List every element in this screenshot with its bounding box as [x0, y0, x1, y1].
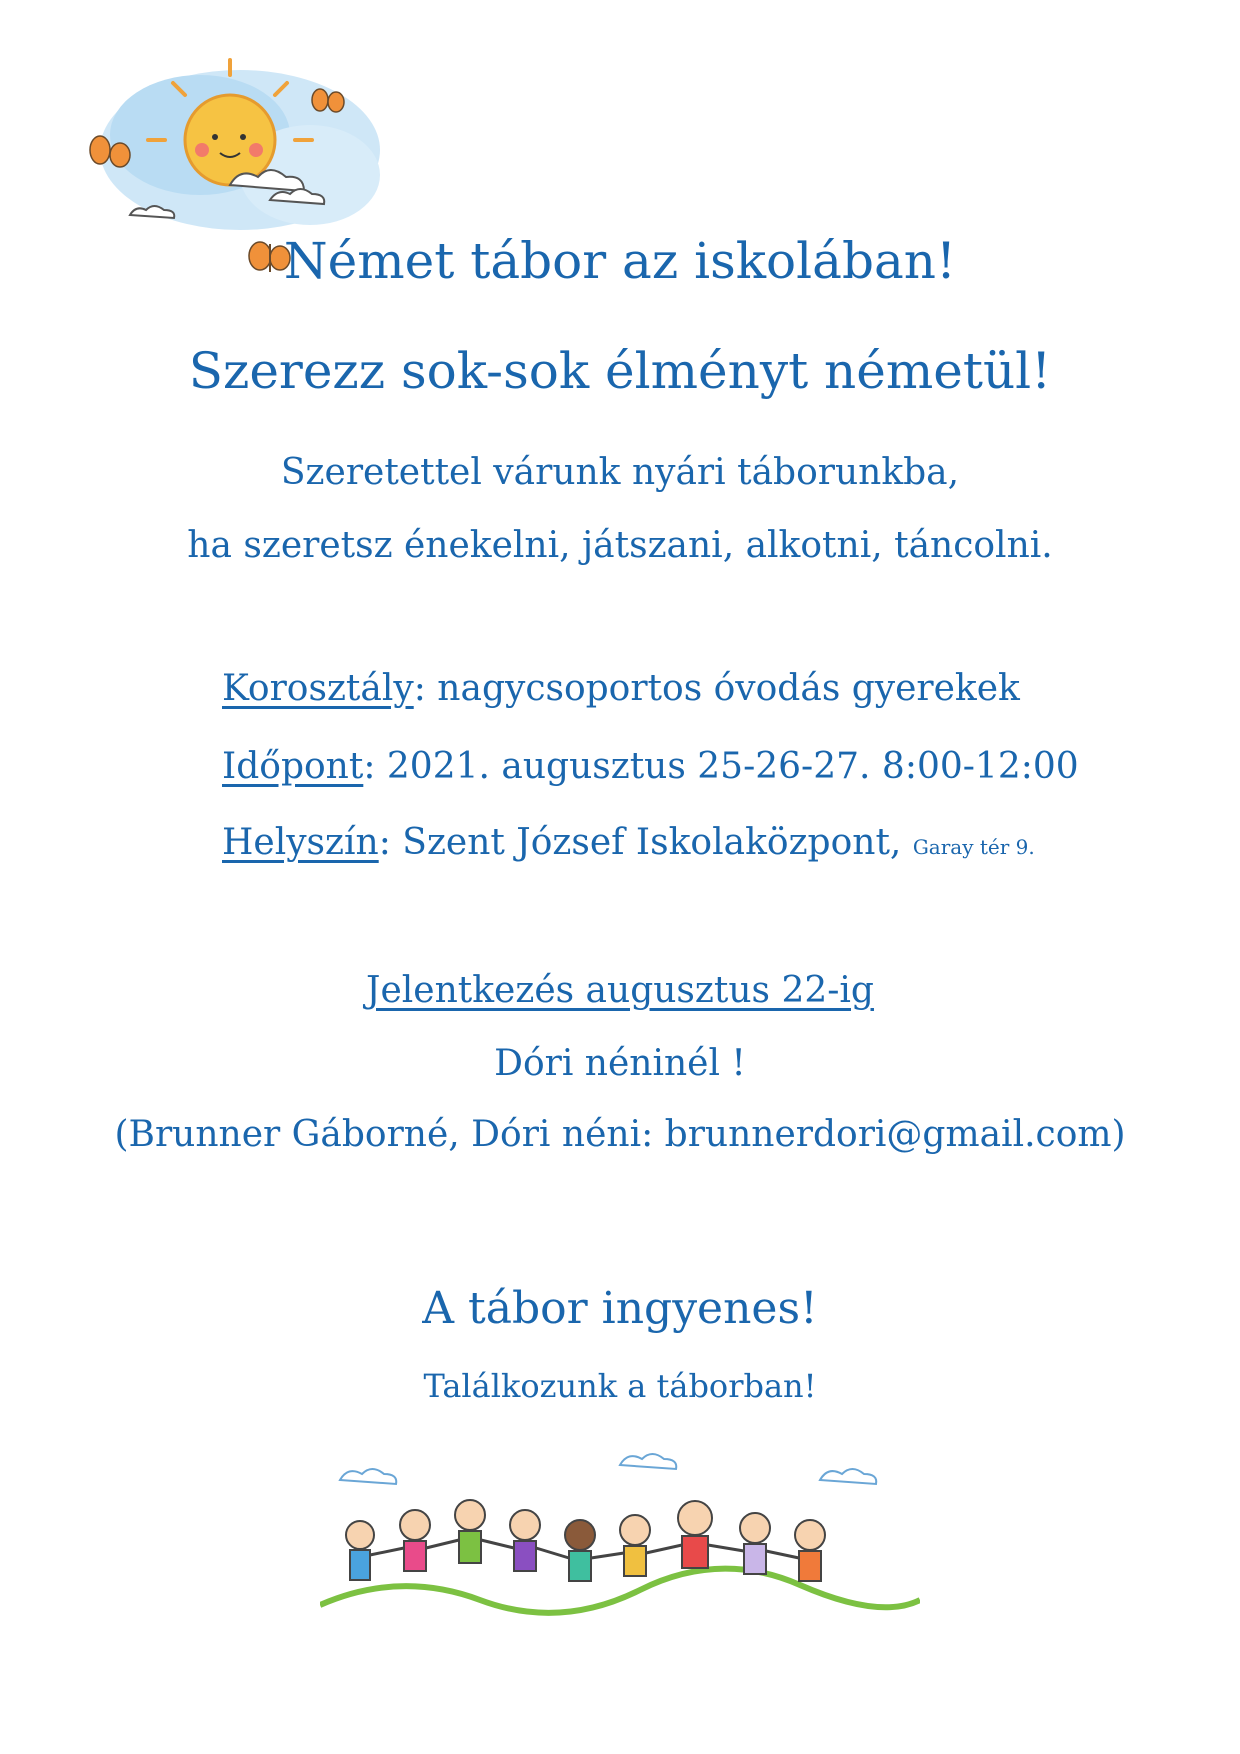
- intro-line-2: ha szeretsz énekelni, játszani, alkotni, táncolni.: [187, 525, 1053, 566]
- sun-with-clouds-illustration: [80, 55, 410, 255]
- age-value: : nagycsoportos óvodás gyerekek: [413, 668, 1020, 709]
- children-holding-hands-illustration: [320, 1440, 920, 1620]
- closing-line: Találkozunk a táborban!: [423, 1367, 817, 1405]
- place-value: : Szent József Iskolaközpont,: [378, 822, 902, 863]
- registration-deadline: [0, 970, 1240, 1011]
- page-subtitle: Szerezz sok-sok élményt németül!: [188, 342, 1052, 400]
- place-address: Garay tér 9.: [912, 835, 1035, 859]
- place-label: Helyszín: [222, 822, 379, 863]
- registration-deadline-text: Jelentkezés augusztus 22-ig: [366, 970, 874, 1011]
- intro-line-1: Szeretettel várunk nyári táborunkba,: [280, 452, 960, 493]
- registration-contact-full: (Brunner Gáborné, Dóri néni: brunnerdori@gmail.com): [114, 1114, 1126, 1155]
- time-value: : 2021. augusztus 25-26-27. 8:00-12:00: [363, 746, 1079, 787]
- time-label: Időpont: [222, 746, 364, 787]
- age-label: Korosztály: [222, 668, 414, 709]
- registration-contact: Dóri néninél !: [494, 1043, 746, 1084]
- age-row: [222, 668, 1020, 709]
- time-row: [222, 746, 1079, 787]
- place-row: [222, 822, 1035, 863]
- page-title: Német tábor az iskolában!: [283, 232, 957, 290]
- free-notice: A tábor ingyenes!: [422, 1283, 818, 1334]
